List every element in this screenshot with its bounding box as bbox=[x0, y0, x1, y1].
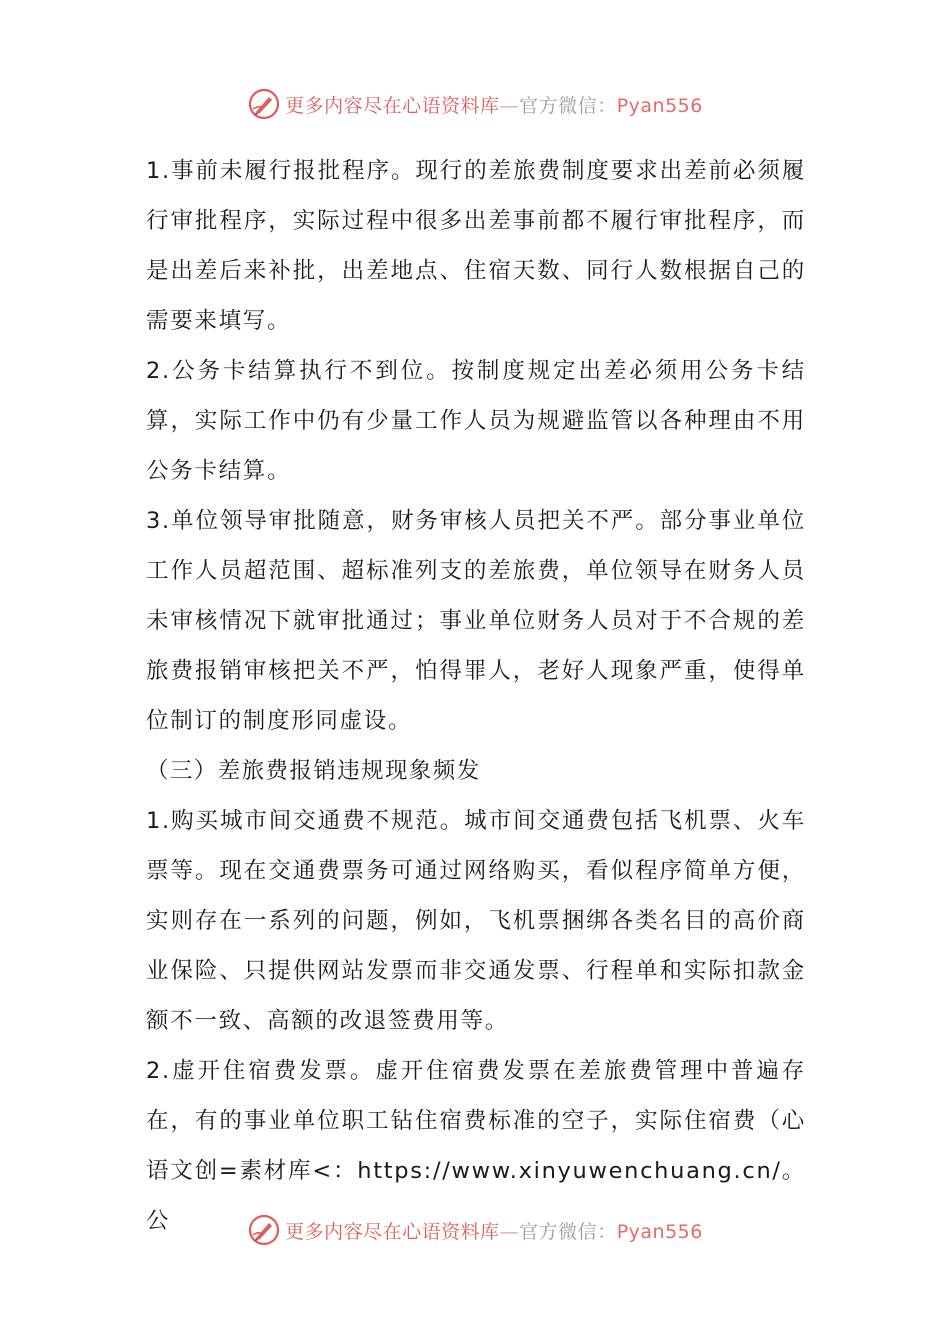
banner-text bbox=[285, 91, 703, 118]
paragraph-3: 3.单位领导审批随意，财务审核人员把关不严。部分事业单位工作人员超范围、超标准列支的差旅费，单位领导在财务人员未审核情况下就审批通过；事业单位财务人员对于不合规的差旅费报销审核把关不严，怕得罪人，老好人现象严重，使得单位制订的制度形同虚设。 bbox=[146, 508, 806, 734]
banner-wechat-id: Pyan556 bbox=[616, 94, 703, 117]
banner-wechat-label: 官方微信： bbox=[519, 94, 617, 117]
paragraph-5: 2.虚开住宿费发票。虚开住宿费发票在差旅费管理中普遍存在，有的事业单位职工钻住宿费标准的空子，实际住宿费（心语文创=素材库<：https://www.xinyuwenchuang.cn/。公 bbox=[146, 1058, 806, 1234]
banner-wechat-label: 官方微信： bbox=[519, 1220, 617, 1243]
pen-logo-icon bbox=[247, 1213, 281, 1247]
paragraph-4: 1.购买城市间交通费不规范。城市间交通费包括飞机票、火车票等。现在交通费票务可通过网络购买，看似程序简单方便，实则存在一系列的问题，例如，飞机票捆绑各类名目的高价商业保险、只提供网站发票而非交通发票、行程单和实际扣款金额不一致、高额的改退签费用等。 bbox=[146, 808, 806, 1034]
banner-wechat-id: Pyan556 bbox=[616, 1220, 703, 1243]
paragraph-1: 1.事前未履行报批程序。现行的差旅费制度要求出差前必须履行审批程序，实际过程中很多出差事前都不履行审批程序，而是出差后来补批，出差地点、住宿天数、同行人数根据自己的需要来填写。 bbox=[146, 158, 806, 334]
banner-text bbox=[285, 1217, 703, 1244]
section-heading: （三）差旅费报销违规现象频发 bbox=[146, 758, 481, 784]
pen-logo-icon bbox=[247, 87, 281, 121]
banner-prefix: 更多内容尽在心语资料库 bbox=[285, 1220, 500, 1243]
paragraph-2: 2.公务卡结算执行不到位。按制度规定出差必须用公务卡结算，实际工作中仍有少量工作人员为规避监管以各种理由不用公务卡结算。 bbox=[146, 358, 806, 484]
footer-watermark-banner bbox=[0, 1210, 950, 1250]
banner-prefix: 更多内容尽在心语资料库 bbox=[285, 94, 500, 117]
banner-dash: — bbox=[499, 1220, 520, 1243]
banner-dash: — bbox=[499, 94, 520, 117]
document-body bbox=[146, 146, 806, 1246]
header-watermark-banner bbox=[0, 84, 950, 124]
